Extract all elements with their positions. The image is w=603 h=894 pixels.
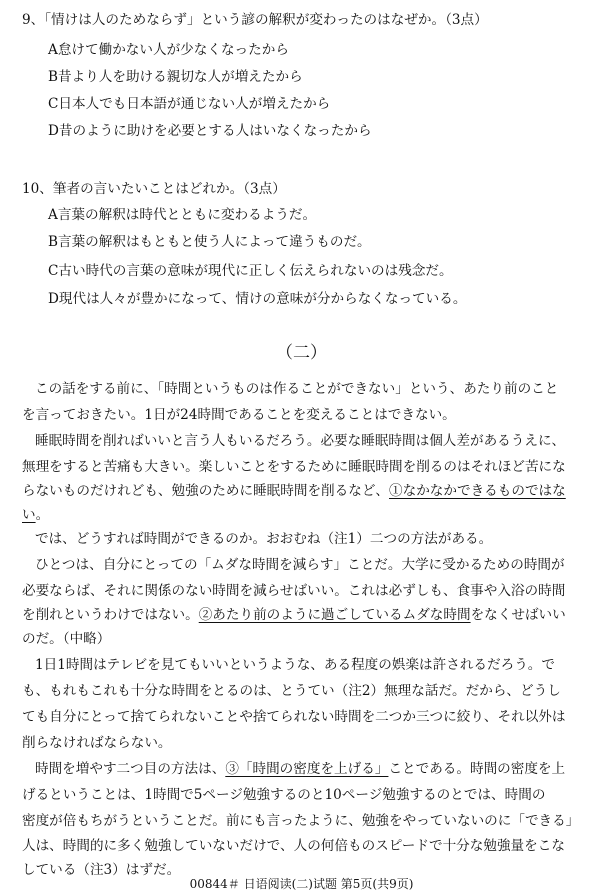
page-footer: 00844＃ 日语阅读(二)试题 第5页(共9页) xyxy=(189,877,414,891)
passage-text: らないものだけれども、勉強のために睡眠時間を削るなど、 xyxy=(22,483,390,499)
q9-option-c: C日本人でも日本語が通じない人が増えたから xyxy=(48,96,331,112)
underlined-phrase-3: ③「時間の密度を上げる」 xyxy=(225,761,389,777)
q9-question: 9、「情けは人のためならず」という諺の解釈が変わったのはなぜか。（3点） xyxy=(22,12,488,28)
q9-option-a: A怠けて働かない人が少なくなったから xyxy=(48,42,289,58)
passage-line: ても自分にとって捨てられないことや捨てられない時間を二つか三つに絞り、それ以外は xyxy=(22,709,566,725)
passage-line: この話をする前に、「時間というものは作ることができない」という、あたり前のこと xyxy=(35,381,559,397)
passage-line: も、もれもこれも十分な時間をとるのは、とうてい（注2）無理な話だ。だから、どうし xyxy=(22,683,561,699)
passage-line: 削らなければならない。 xyxy=(22,735,172,751)
passage-text: を削れというわけではない。 xyxy=(22,607,199,623)
passage-text: 時間を増やす二つ目の方法は、 xyxy=(35,761,226,777)
passage-line: では、どうすれば時間ができるのか。おおむね（注1）二つの方法がある。 xyxy=(35,531,493,547)
q9-option-b: B昔より人を助ける親切な人が増えたから xyxy=(48,69,303,85)
passage-line: 1日1時間はテレビを見てもいいというような、ある程度の娯楽は許されるだろう。で xyxy=(35,657,555,673)
section-title: （二） xyxy=(276,343,327,363)
q10-option-b: B言葉の解釈はもともと使う人によって違うものだ。 xyxy=(48,234,371,250)
passage-line: げるということは、1時間で5ページ勉強するのと10ページ勉強するのとでは、時間の xyxy=(22,787,546,803)
q10-option-d: D現代は人々が豊かになって、情けの意味が分からなくなっている。 xyxy=(48,291,467,307)
passage-text: 。 xyxy=(35,507,50,523)
passage-line: 密度が倍もちがうということだ。前にも言ったように、勉強をやっていないのに「できる」 xyxy=(22,813,580,829)
passage-line xyxy=(35,760,565,778)
q10-question: 10、筆者の言いたいことはどれか。（3点） xyxy=(22,181,286,197)
underlined-phrase-1: ①なかなかできるものではな xyxy=(389,483,566,499)
passage-line: のだ。（中略） xyxy=(22,631,111,647)
passage-line: 人は、時間的に多く勉強していないだけで、人の何倍ものスピードで十分な勉強量をこな xyxy=(22,838,565,854)
passage-line: 無理をすると苦痛も大きい。楽しいことをするために睡眠時間を削るのはそれほど苦にな xyxy=(22,459,566,475)
passage-line: 必要ならば、それに関係のない時間を減らせばいい。これは必ずしも、食事や入浴の時間 xyxy=(22,583,566,599)
passage-text: ことである。時間の密度を上 xyxy=(388,761,566,777)
passage-line xyxy=(22,506,49,524)
underlined-phrase-2: ②あたり前のように過ごしているムダな時間 xyxy=(198,607,471,623)
passage-line xyxy=(22,482,566,500)
passage-line: している（注3）はずだ。 xyxy=(22,862,181,878)
underlined-phrase-1-end: い xyxy=(22,507,36,523)
passage-line: ひとつは、自分にとっての「ムダな時間を減らす」ことだ。大学に受かるための時間が xyxy=(35,557,565,573)
passage-line: 睡眠時間を削ればいいと言う人もいるだろう。必要な睡眠時間は個人差があるうえに、 xyxy=(35,433,566,449)
q10-option-c: C古い時代の言葉の意味が現代に正しく伝えられないのは残念だ。 xyxy=(48,263,453,279)
q10-option-a: A言葉の解釈は時代とともに変わるようだ。 xyxy=(48,207,317,223)
passage-line: を言っておきたい。1日が24時間であることを変えることはできない。 xyxy=(22,407,456,423)
q9-option-d: D昔のように助けを必要とする人はいなくなったから xyxy=(48,123,372,139)
passage-text: をなくせばいい xyxy=(470,607,566,623)
passage-line xyxy=(22,606,566,624)
